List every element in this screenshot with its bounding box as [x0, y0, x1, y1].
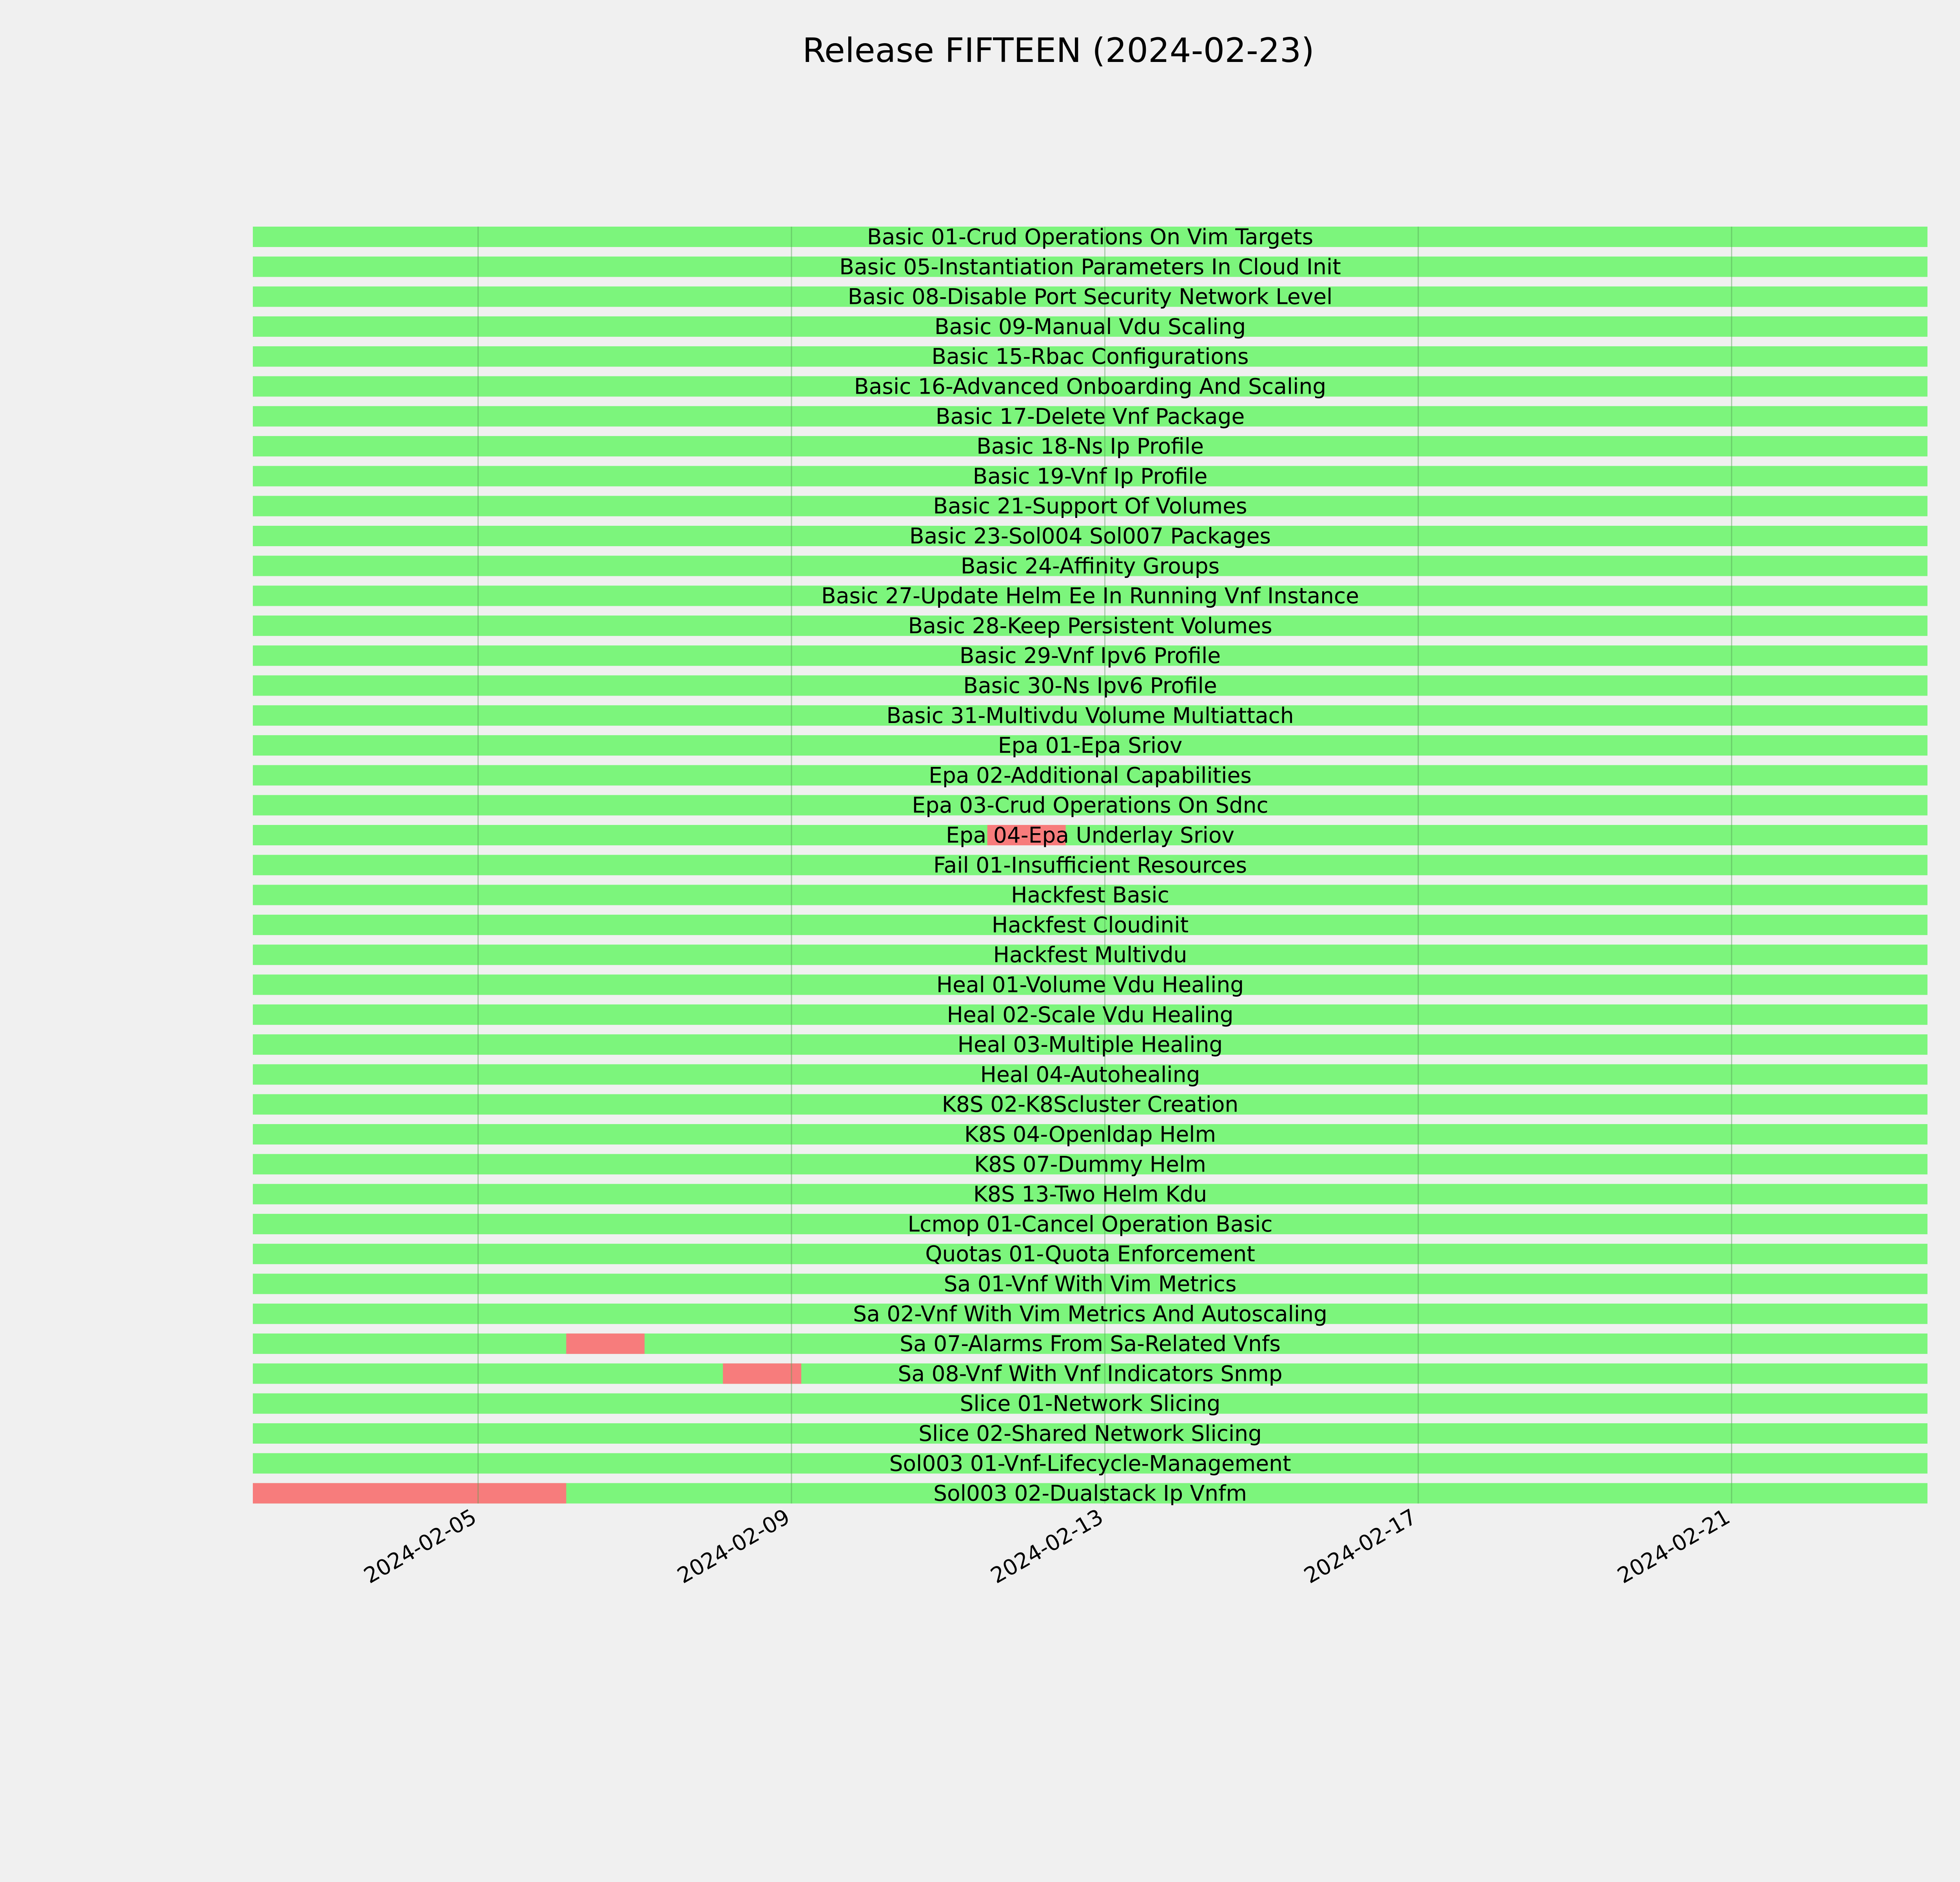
- row-label: Epa 03-Crud Operations On Sdnc: [912, 792, 1269, 818]
- row-label: Basic 30-Ns Ipv6 Profile: [963, 673, 1217, 698]
- row-label: K8S 13-Two Helm Kdu: [973, 1181, 1207, 1207]
- fail-bar: [566, 1333, 644, 1354]
- row-label: Basic 18-Ns Ip Profile: [976, 434, 1204, 459]
- row-label: Basic 31-Multivdu Volume Multiattach: [886, 703, 1294, 728]
- row-label: Sol003 02-Dualstack Ip Vnfm: [933, 1481, 1247, 1506]
- row-label: Sa 08-Vnf With Vnf Indicators Snmp: [898, 1361, 1283, 1386]
- row-label: Slice 02-Shared Network Slicing: [918, 1421, 1262, 1446]
- row-label: Basic 05-Instantiation Parameters In Cloud Init: [839, 254, 1341, 280]
- x-tick-label: 2024-02-13: [986, 1504, 1107, 1589]
- row-label: Epa 02-Additional Capabilities: [929, 763, 1252, 788]
- row-label: Sa 07-Alarms From Sa-Related Vnfs: [900, 1331, 1281, 1357]
- x-tick-label: 2024-02-09: [673, 1504, 794, 1589]
- row-label: Basic 28-Keep Persistent Volumes: [908, 613, 1272, 638]
- row-label: K8S 07-Dummy Helm: [974, 1152, 1206, 1177]
- row-label: Basic 16-Advanced Onboarding And Scaling: [854, 374, 1327, 399]
- row-label: Fail 01-Insufficient Resources: [933, 852, 1247, 878]
- row-label: Slice 01-Network Slicing: [960, 1391, 1221, 1416]
- row-label: Basic 01-Crud Operations On Vim Targets: [867, 224, 1314, 249]
- row-label: Quotas 01-Quota Enforcement: [925, 1241, 1255, 1267]
- row-label: Basic 21-Support Of Volumes: [933, 493, 1247, 519]
- row-label: Basic 23-Sol004 Sol007 Packages: [909, 523, 1271, 549]
- row-label: Lcmop 01-Cancel Operation Basic: [907, 1211, 1273, 1237]
- fail-bar: [723, 1363, 801, 1384]
- row-label: Epa 01-Epa Sriov: [998, 733, 1183, 758]
- row-label: Sa 02-Vnf With Vim Metrics And Autoscaling: [853, 1301, 1327, 1326]
- row-label: Epa 04-Epa Underlay Sriov: [946, 823, 1235, 848]
- row-label: Basic 29-Vnf Ipv6 Profile: [959, 643, 1221, 669]
- row-label: Sol003 01-Vnf-Lifecycle-Management: [889, 1451, 1291, 1476]
- chart-title: Release FIFTEEN (2024-02-23): [802, 31, 1314, 70]
- x-tick-label: 2024-02-17: [1299, 1504, 1421, 1589]
- row-label: Basic 08-Disable Port Security Network Level: [848, 284, 1333, 309]
- row-label: Basic 27-Update Helm Ee In Running Vnf Instance: [821, 583, 1359, 609]
- row-label: Hackfest Cloudinit: [991, 912, 1189, 937]
- row-label: Basic 17-Delete Vnf Package: [935, 403, 1245, 429]
- row-label: Basic 15-Rbac Configurations: [931, 344, 1249, 369]
- row-label: Heal 03-Multiple Healing: [957, 1032, 1223, 1057]
- row-label: Hackfest Multivdu: [993, 942, 1187, 968]
- row-label: Heal 01-Volume Vdu Healing: [936, 972, 1244, 997]
- row-label: Heal 02-Scale Vdu Healing: [947, 1002, 1234, 1027]
- row-label: Basic 19-Vnf Ip Profile: [973, 463, 1208, 489]
- row-label: Sa 01-Vnf With Vim Metrics: [944, 1271, 1237, 1297]
- row-label: Hackfest Basic: [1011, 882, 1169, 908]
- row-label: Basic 09-Manual Vdu Scaling: [934, 314, 1246, 339]
- row-label: K8S 04-Openldap Helm: [964, 1122, 1216, 1147]
- x-tick-label: 2024-02-05: [359, 1504, 481, 1589]
- fail-bar: [253, 1483, 566, 1504]
- row-label: K8S 02-K8Scluster Creation: [942, 1092, 1239, 1117]
- row-label: Basic 24-Affinity Groups: [960, 553, 1220, 579]
- x-tick-label: 2024-02-21: [1613, 1504, 1734, 1589]
- row-label: Heal 04-Autohealing: [980, 1062, 1200, 1087]
